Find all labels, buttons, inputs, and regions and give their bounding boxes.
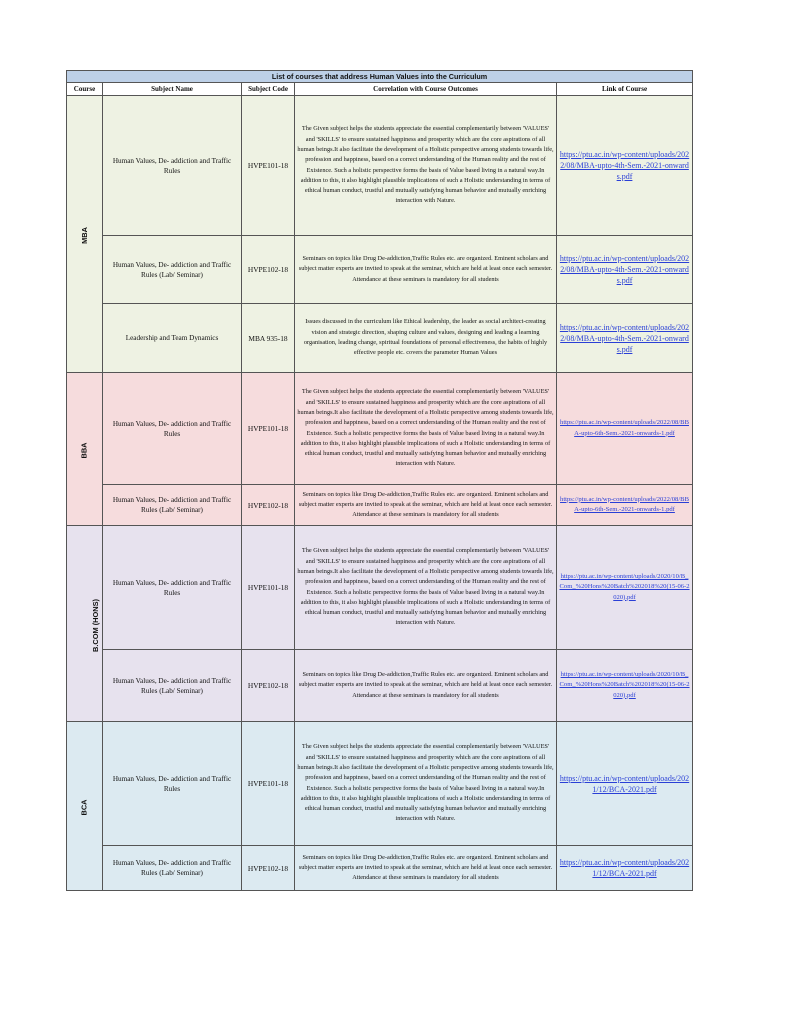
course-link[interactable]: https://ptu.ac.in/wp-content/uploads/2021/12/BCA-2021.pdf [559, 773, 690, 794]
table-title: List of courses that address Human Values into the Curriculum [67, 71, 693, 83]
header-code: Subject Code [242, 83, 295, 96]
table-row [67, 722, 693, 846]
subject-cell: Human Values, De- addiction and Traffic Rules [103, 96, 242, 236]
course-cell-bcom [67, 526, 103, 722]
link-cell [557, 236, 693, 304]
correlation-cell: Issues discussed in the curriculum like Ethical leadership, the leader as social architect-creating vision and strategic direction, shaping culture and values, designing and leading a learning organisation, leading change, spiritual foundations of personal effectiveness, the habits of highly effective people etc. covers the parameter Human Values [295, 304, 557, 373]
course-cell-mba [67, 96, 103, 373]
code-cell: HVPE102-18 [242, 236, 295, 304]
course-name: BBA [79, 442, 89, 459]
subject-cell: Human Values, De- addiction and Traffic Rules (Lab/ Seminar) [103, 650, 242, 722]
subject-cell: Human Values, De- addiction and Traffic Rules (Lab/ Seminar) [103, 485, 242, 526]
course-link[interactable]: https://ptu.ac.in/wp-content/uploads/2022/08/MBA-upto-4th-Sem.-2021-onwards.pdf [559, 322, 690, 354]
link-cell [557, 485, 693, 526]
correlation-cell: The Given subject helps the students appreciate the essential complementarily between 'VALUES' and 'SKILLS' to ensure sustained happiness and prosperity which are the core aspirations of all human beings.It also facilitate the development of a Holistic perspective among students towards life, profession and happiness, based on a correct understanding of the Human reality and the rest of Existence. Such a holistic perspective forms the basis of Value based living in a natural way.In addition to this, it also highlight plausible implications of such a Holistic understanding in terms of ethical human conduct, trustful and mutually satisfying human behavior and mutually enriching interaction with Nature. [295, 722, 557, 846]
subject-cell: Human Values, De- addiction and Traffic Rules (Lab/ Seminar) [103, 846, 242, 891]
link-cell [557, 722, 693, 846]
table-row [67, 485, 693, 526]
correlation-cell: The Given subject helps the students appreciate the essential complementarily between 'VALUES' and 'SKILLS' to ensure sustained happiness and prosperity which are the core aspirations of all human beings.It also facilitate the development of a Holistic perspective among students towards life, profession and happiness, based on a correct understanding of the Human reality and the rest of Existence. Such a holistic perspective forms the basis of Value based living in a natural way.In addition to this, it also highlight plausible implications of such a Holistic understanding in terms of ethical human conduct, trustful and mutually satisfying human behavior and mutually enriching interaction with Nature. [295, 96, 557, 236]
correlation-cell: Seminars on topics like Drug De-addiction,Traffic Rules etc. are organized. Eminent scholars and subject matter experts are invited to speak at the seminar, which are held at least once each semester. Attendance at these seminars is mandatory for all students [295, 236, 557, 304]
header-row [67, 83, 693, 96]
link-cell [557, 304, 693, 373]
course-link[interactable]: https://ptu.ac.in/wp-content/uploads/2022/08/BBA-upto-6th-Sem.-2021-onwards-1.pdf [560, 419, 689, 437]
header-correlation: Correlation with Course Outcomes [295, 83, 557, 96]
header-link: Link of Course [557, 83, 693, 96]
link-cell [557, 650, 693, 722]
table-row [67, 846, 693, 891]
course-link[interactable]: https://ptu.ac.in/wp-content/uploads/2021/12/BCA-2021.pdf [559, 858, 690, 878]
course-name: BCA [79, 799, 89, 816]
subject-cell: Human Values, De- addiction and Traffic Rules [103, 373, 242, 485]
link-cell [557, 846, 693, 891]
table-row [67, 304, 693, 373]
subject-cell: Human Values, De- addiction and Traffic Rules [103, 722, 242, 846]
course-link[interactable]: https://ptu.ac.in/wp-content/uploads/2020/10/B_Com_%20Hons%20Batch%202018%20(15-06-2020).pdf [559, 573, 690, 601]
header-subject: Subject Name [103, 83, 242, 96]
table-row [67, 373, 693, 485]
course-link[interactable]: https://ptu.ac.in/wp-content/uploads/2020/10/B_Com_%20Hons%20Batch%202018%20(15-06-2020).pdf [559, 671, 690, 699]
table-row [67, 96, 693, 236]
link-cell [557, 373, 693, 485]
subject-cell: Leadership and Team Dynamics [103, 304, 242, 373]
course-name: B.COM (HONS) [90, 598, 100, 652]
course-cell-bca [67, 722, 103, 891]
code-cell: HVPE102-18 [242, 846, 295, 891]
code-cell: HVPE101-18 [242, 526, 295, 650]
code-cell: HVPE101-18 [242, 722, 295, 846]
code-cell: HVPE101-18 [242, 373, 295, 485]
link-cell [557, 96, 693, 236]
title-row [67, 71, 693, 83]
course-link[interactable]: https://ptu.ac.in/wp-content/uploads/2022/08/MBA-upto-4th-Sem.-2021-onwards.pdf [559, 150, 690, 181]
code-cell: HVPE101-18 [242, 96, 295, 236]
course-cell-bba [67, 373, 103, 526]
course-name: MBA [80, 227, 89, 244]
link-cell [557, 526, 693, 650]
table-row [67, 526, 693, 650]
correlation-cell: Seminars on topics like Drug De-addiction,Traffic Rules etc. are organized. Eminent scholars and subject matter experts are invited to speak at the seminar, which are held at least once each semester. Attendance at these seminars is mandatory for all students [295, 846, 557, 891]
code-cell: MBA 935-18 [242, 304, 295, 373]
correlation-cell: Seminars on topics like Drug De-addiction,Traffic Rules etc. are organized. Eminent scholars and subject matter experts are invited to speak at the seminar, which are held at least once each semester. Attendance at these seminars is mandatory for all students [295, 650, 557, 722]
correlation-cell: The Given subject helps the students appreciate the essential complementarily between 'VALUES' and 'SKILLS' to ensure sustained happiness and prosperity which are the core aspirations of all human beings.It also facilitate the development of a Holistic perspective among students towards life, profession and happiness, based on a correct understanding of the Human reality and the rest of Existence. Such a holistic perspective forms the basis of Value based living in a natural way.In addition to this, it also highlight plausible implications of such a Holistic understanding in terms of ethical human conduct, trustful and mutually satisfying human behavior and mutually enriching interaction with Nature. [295, 373, 557, 485]
correlation-cell: Seminars on topics like Drug De-addiction,Traffic Rules etc. are organized. Eminent scholars and subject matter experts are invited to speak at the seminar, which are held at least once each semester. Attendance at these seminars is mandatory for all students [295, 485, 557, 526]
table-row [67, 650, 693, 722]
header-course: Course [67, 83, 103, 96]
courses-table [66, 70, 693, 891]
code-cell: HVPE102-18 [242, 485, 295, 526]
correlation-cell: The Given subject helps the students appreciate the essential complementarily between 'VALUES' and 'SKILLS' to ensure sustained happiness and prosperity which are the core aspirations of all human beings.It also facilitate the development of a Holistic perspective among students towards life, profession and happiness, based on a correct understanding of the Human reality and the rest of Existence. Such a holistic perspective forms the basis of Value based living in a natural way.In addition to this, it also highlight plausible implications of such a Holistic understanding in terms of ethical human conduct, trustful and mutually satisfying human behavior and mutually enriching interaction with Nature. [295, 526, 557, 650]
subject-cell: Human Values, De- addiction and Traffic Rules [103, 526, 242, 650]
course-link[interactable]: https://ptu.ac.in/wp-content/uploads/2022/08/MBA-upto-4th-Sem.-2021-onwards.pdf [559, 254, 690, 285]
table-row [67, 236, 693, 304]
code-cell: HVPE102-18 [242, 650, 295, 722]
course-link[interactable]: https://ptu.ac.in/wp-content/uploads/2022/08/BBA-upto-6th-Sem.-2021-onwards-1.pdf [560, 495, 689, 513]
subject-cell: Human Values, De- addiction and Traffic Rules (Lab/ Seminar) [103, 236, 242, 304]
